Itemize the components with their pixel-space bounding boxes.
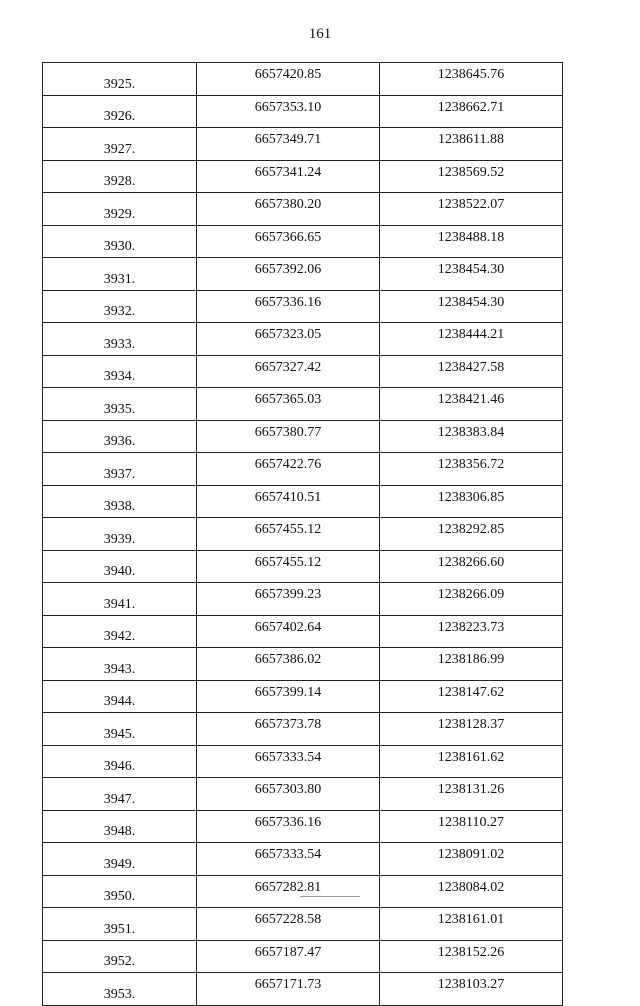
x-coordinate-cell: 6657187.47 [197,940,380,973]
x-coordinate-cell: 6657323.05 [197,323,380,356]
table-row [43,355,563,388]
x-coordinate-cell: 6657386.02 [197,648,380,681]
y-coordinate-cell: 1238266.09 [380,583,563,616]
coordinates-table-body [43,63,563,1006]
table-row [43,323,563,356]
y-coordinate-cell: 1238110.27 [380,810,563,843]
table-row [43,420,563,453]
point-number-cell: 3932. [43,290,197,323]
y-coordinate-cell: 1238103.27 [380,973,563,1006]
table-row [43,550,563,583]
point-number-cell: 3943. [43,648,197,681]
table-row [43,128,563,161]
point-number-cell: 3936. [43,420,197,453]
point-number-cell: 3945. [43,713,197,746]
table-row [43,810,563,843]
point-number-cell: 3940. [43,550,197,583]
point-number-cell: 3929. [43,193,197,226]
y-coordinate-cell: 1238147.62 [380,680,563,713]
x-coordinate-cell: 6657399.23 [197,583,380,616]
table-row [43,290,563,323]
point-number-cell: 3941. [43,583,197,616]
x-coordinate-cell: 6657402.64 [197,615,380,648]
point-number-cell: 3937. [43,453,197,486]
point-number-cell: 3931. [43,258,197,291]
x-coordinate-cell: 6657333.54 [197,745,380,778]
x-coordinate-cell: 6657366.65 [197,225,380,258]
table-row [43,713,563,746]
x-coordinate-cell: 6657420.85 [197,63,380,96]
x-coordinate-cell: 6657333.54 [197,843,380,876]
coordinates-table [42,62,563,1006]
x-coordinate-cell: 6657365.03 [197,388,380,421]
y-coordinate-cell: 1238161.01 [380,908,563,941]
point-number-cell: 3949. [43,843,197,876]
point-number-cell: 3948. [43,810,197,843]
point-number-cell: 3930. [43,225,197,258]
x-coordinate-cell: 6657410.51 [197,485,380,518]
point-number-cell: 3933. [43,323,197,356]
y-coordinate-cell: 1238488.18 [380,225,563,258]
page-bottom-line [300,896,360,897]
point-number-cell: 3950. [43,875,197,908]
table-row [43,778,563,811]
x-coordinate-cell: 6657422.76 [197,453,380,486]
y-coordinate-cell: 1238454.30 [380,258,563,291]
table-row [43,940,563,973]
table-row [43,680,563,713]
x-coordinate-cell: 6657349.71 [197,128,380,161]
y-coordinate-cell: 1238662.71 [380,95,563,128]
point-number-cell: 3934. [43,355,197,388]
point-number-cell: 3928. [43,160,197,193]
point-number-cell: 3946. [43,745,197,778]
y-coordinate-cell: 1238084.02 [380,875,563,908]
y-coordinate-cell: 1238091.02 [380,843,563,876]
point-number-cell: 3947. [43,778,197,811]
table-row [43,193,563,226]
table-row [43,745,563,778]
x-coordinate-cell: 6657228.58 [197,908,380,941]
table-row [43,225,563,258]
y-coordinate-cell: 1238356.72 [380,453,563,486]
y-coordinate-cell: 1238131.26 [380,778,563,811]
point-number-cell: 3938. [43,485,197,518]
x-coordinate-cell: 6657455.12 [197,550,380,583]
x-coordinate-cell: 6657353.10 [197,95,380,128]
x-coordinate-cell: 6657282.81 [197,875,380,908]
point-number-cell: 3926. [43,95,197,128]
y-coordinate-cell: 1238569.52 [380,160,563,193]
point-number-cell: 3939. [43,518,197,551]
table-row [43,485,563,518]
x-coordinate-cell: 6657336.16 [197,810,380,843]
point-number-cell: 3942. [43,615,197,648]
x-coordinate-cell: 6657341.24 [197,160,380,193]
y-coordinate-cell: 1238128.37 [380,713,563,746]
point-number-cell: 3935. [43,388,197,421]
y-coordinate-cell: 1238427.58 [380,355,563,388]
table-row [43,453,563,486]
y-coordinate-cell: 1238306.85 [380,485,563,518]
y-coordinate-cell: 1238421.46 [380,388,563,421]
x-coordinate-cell: 6657455.12 [197,518,380,551]
point-number-cell: 3925. [43,63,197,96]
table-row [43,388,563,421]
y-coordinate-cell: 1238292.85 [380,518,563,551]
y-coordinate-cell: 1238383.84 [380,420,563,453]
y-coordinate-cell: 1238454.30 [380,290,563,323]
point-number-cell: 3952. [43,940,197,973]
table-row [43,908,563,941]
x-coordinate-cell: 6657373.78 [197,713,380,746]
point-number-cell: 3951. [43,908,197,941]
table-row [43,63,563,96]
table-row [43,95,563,128]
x-coordinate-cell: 6657392.06 [197,258,380,291]
y-coordinate-cell: 1238161.62 [380,745,563,778]
point-number-cell: 3927. [43,128,197,161]
table-row [43,648,563,681]
y-coordinate-cell: 1238266.60 [380,550,563,583]
table-row [43,518,563,551]
x-coordinate-cell: 6657336.16 [197,290,380,323]
x-coordinate-cell: 6657380.20 [197,193,380,226]
table-row [43,160,563,193]
y-coordinate-cell: 1238152.26 [380,940,563,973]
page-number: 161 [308,26,332,42]
table-row [43,583,563,616]
y-coordinate-cell: 1238186.99 [380,648,563,681]
x-coordinate-cell: 6657171.73 [197,973,380,1006]
point-number-cell: 3944. [43,680,197,713]
y-coordinate-cell: 1238223.73 [380,615,563,648]
table-row [43,615,563,648]
table-row [43,875,563,908]
x-coordinate-cell: 6657327.42 [197,355,380,388]
y-coordinate-cell: 1238522.07 [380,193,563,226]
y-coordinate-cell: 1238645.76 [380,63,563,96]
table-row [43,973,563,1006]
point-number-cell: 3953. [43,973,197,1006]
x-coordinate-cell: 6657399.14 [197,680,380,713]
table-row [43,258,563,291]
x-coordinate-cell: 6657303.80 [197,778,380,811]
y-coordinate-cell: 1238444.21 [380,323,563,356]
y-coordinate-cell: 1238611.88 [380,128,563,161]
x-coordinate-cell: 6657380.77 [197,420,380,453]
table-row [43,843,563,876]
